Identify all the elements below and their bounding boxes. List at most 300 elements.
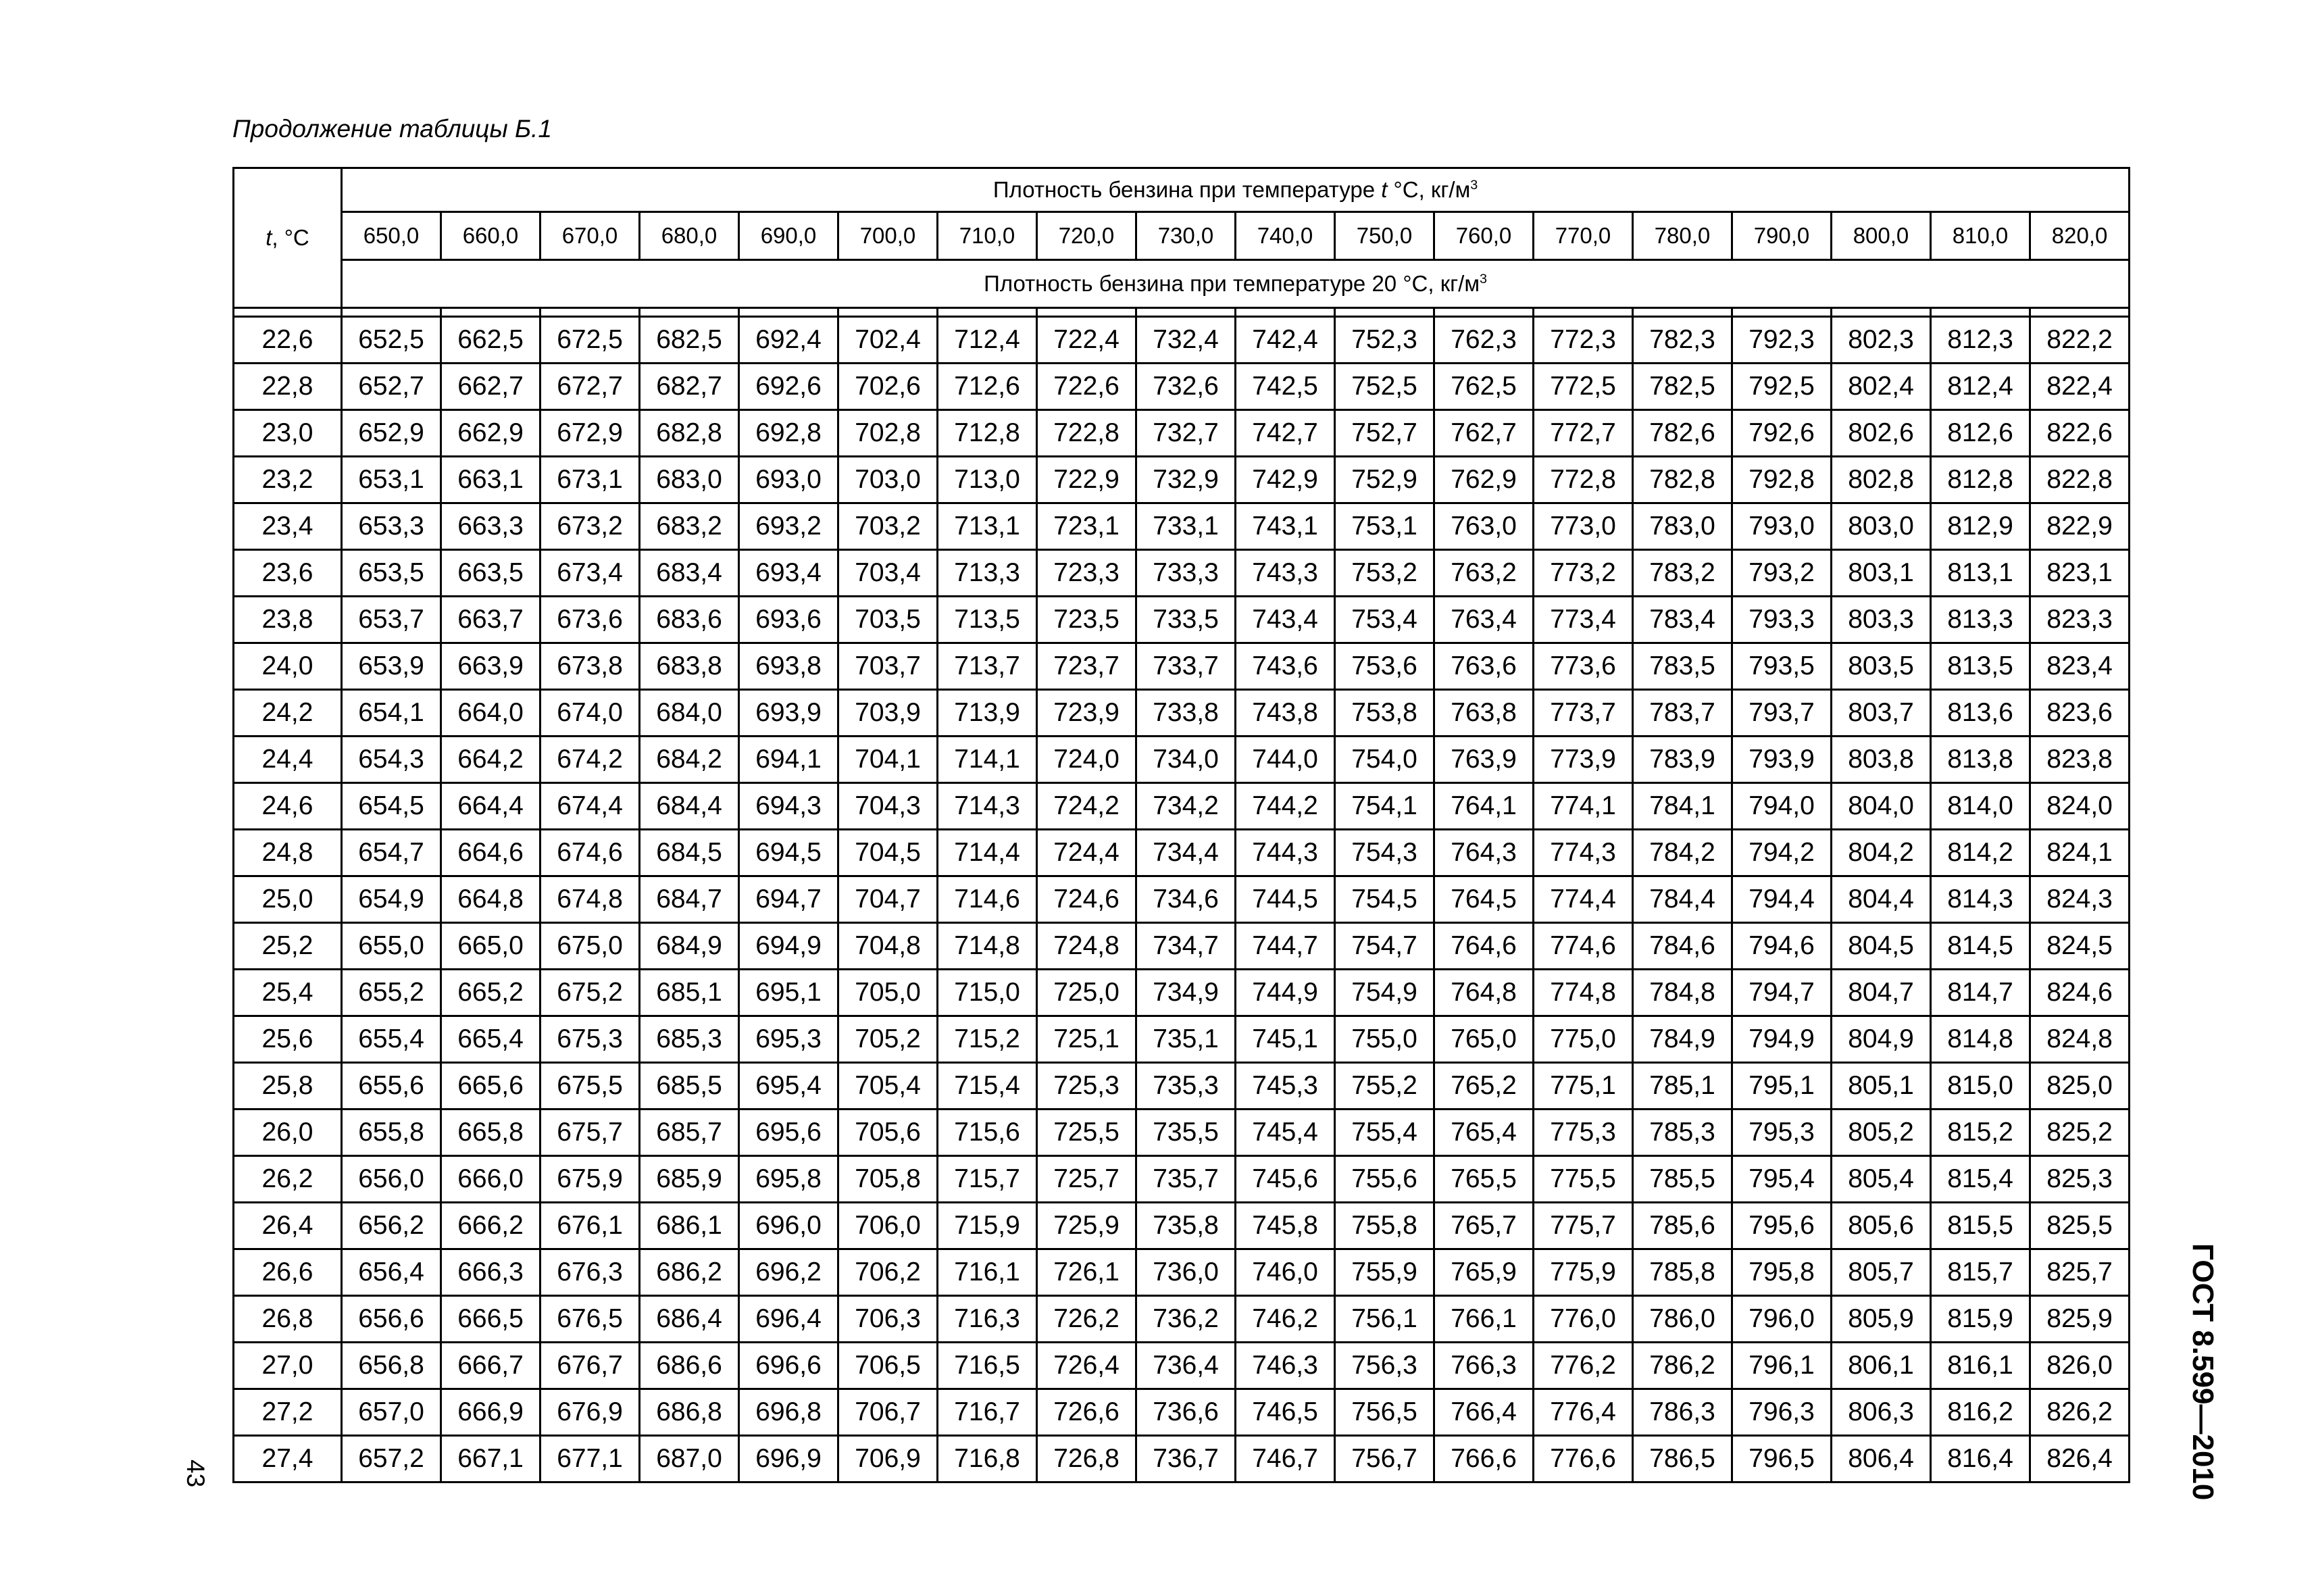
density-cell: 793,7 — [1732, 690, 1832, 737]
density-cell: 734,4 — [1136, 830, 1236, 876]
density-cell: 816,1 — [1931, 1343, 2030, 1389]
density-cell: 656,2 — [342, 1203, 441, 1249]
temperature-cell: 24,0 — [234, 643, 342, 690]
density-cell: 693,9 — [739, 690, 838, 737]
density-cell: 775,7 — [1534, 1203, 1633, 1249]
density-cell: 724,6 — [1037, 876, 1136, 923]
density-cell: 824,6 — [2030, 970, 2130, 1016]
density-cell: 743,3 — [1236, 550, 1335, 597]
gap-cell — [1236, 308, 1335, 317]
density-cell: 812,3 — [1931, 317, 2030, 364]
density-cell: 823,3 — [2030, 597, 2130, 643]
density-cell: 813,8 — [1931, 737, 2030, 783]
table-row — [234, 783, 2130, 830]
density-cell: 703,0 — [838, 457, 938, 503]
density-cell: 805,1 — [1832, 1063, 1931, 1109]
density-cell: 692,4 — [739, 317, 838, 364]
density-cell: 773,2 — [1534, 550, 1633, 597]
density-cell: 675,7 — [540, 1109, 640, 1156]
density-cell: 725,0 — [1037, 970, 1136, 1016]
density-cell: 742,9 — [1236, 457, 1335, 503]
density-cell: 745,3 — [1236, 1063, 1335, 1109]
gap-cell — [640, 308, 739, 317]
density-cell: 756,1 — [1335, 1296, 1434, 1343]
density-cell: 763,8 — [1434, 690, 1534, 737]
density-cell: 766,6 — [1434, 1436, 1534, 1482]
density-cell: 773,6 — [1534, 643, 1633, 690]
density-cell: 724,4 — [1037, 830, 1136, 876]
density-cell: 785,6 — [1633, 1203, 1732, 1249]
density-cell: 713,9 — [938, 690, 1037, 737]
density-cell: 762,7 — [1434, 410, 1534, 457]
density-cell: 755,6 — [1335, 1156, 1434, 1203]
density-cell: 655,0 — [342, 923, 441, 970]
density-at-t-header — [342, 168, 2130, 212]
density-cell: 746,7 — [1236, 1436, 1335, 1482]
density-cell: 666,3 — [441, 1249, 540, 1296]
density-cell: 673,6 — [540, 597, 640, 643]
density-cell: 794,0 — [1732, 783, 1832, 830]
density-cell: 744,9 — [1236, 970, 1335, 1016]
table-row — [234, 1249, 2130, 1296]
density-cell: 675,0 — [540, 923, 640, 970]
density-cell: 723,5 — [1037, 597, 1136, 643]
density-cell: 693,8 — [739, 643, 838, 690]
column-header: 750,0 — [1335, 212, 1434, 260]
density-cell: 822,9 — [2030, 503, 2130, 550]
temperature-cell: 23,4 — [234, 503, 342, 550]
density-cell: 694,9 — [739, 923, 838, 970]
gap-cell — [1136, 308, 1236, 317]
temperature-cell: 26,4 — [234, 1203, 342, 1249]
density-cell: 687,0 — [640, 1436, 739, 1482]
temperature-cell: 23,6 — [234, 550, 342, 597]
gap-cell — [2030, 308, 2130, 317]
table-row — [234, 503, 2130, 550]
density-cell: 683,6 — [640, 597, 739, 643]
density-cell: 774,8 — [1534, 970, 1633, 1016]
density-cell: 733,3 — [1136, 550, 1236, 597]
density-cell: 686,4 — [640, 1296, 739, 1343]
table-row — [234, 923, 2130, 970]
density-cell: 816,4 — [1931, 1436, 2030, 1482]
density-cell: 826,4 — [2030, 1436, 2130, 1482]
column-header: 660,0 — [441, 212, 540, 260]
density-cell: 752,3 — [1335, 317, 1434, 364]
density-cell: 822,4 — [2030, 364, 2130, 410]
density-cell: 714,3 — [938, 783, 1037, 830]
density-cell: 656,0 — [342, 1156, 441, 1203]
density-cell: 674,4 — [540, 783, 640, 830]
density-cell: 663,5 — [441, 550, 540, 597]
density-cell: 746,5 — [1236, 1389, 1335, 1436]
density-cell: 677,1 — [540, 1436, 640, 1482]
table-row — [234, 830, 2130, 876]
density-cell: 813,6 — [1931, 690, 2030, 737]
column-header: 740,0 — [1236, 212, 1335, 260]
gap-cell — [838, 308, 938, 317]
column-header: 820,0 — [2030, 212, 2130, 260]
density-cell: 804,5 — [1832, 923, 1931, 970]
gap-cell — [938, 308, 1037, 317]
density-cell: 824,1 — [2030, 830, 2130, 876]
density-cell: 755,9 — [1335, 1249, 1434, 1296]
density-cell: 666,0 — [441, 1156, 540, 1203]
table-row — [234, 1436, 2130, 1482]
density-cell: 714,4 — [938, 830, 1037, 876]
column-header: 810,0 — [1931, 212, 2030, 260]
column-header: 710,0 — [938, 212, 1037, 260]
table-row — [234, 737, 2130, 783]
density-cell: 654,1 — [342, 690, 441, 737]
density-cell: 713,5 — [938, 597, 1037, 643]
density-at-t-var: t — [1381, 177, 1388, 202]
density-cell: 663,7 — [441, 597, 540, 643]
temperature-cell: 22,6 — [234, 317, 342, 364]
density-cell: 742,4 — [1236, 317, 1335, 364]
density-cell: 795,1 — [1732, 1063, 1832, 1109]
density-cell: 725,7 — [1037, 1156, 1136, 1203]
density-cell: 676,5 — [540, 1296, 640, 1343]
density-cell: 752,7 — [1335, 410, 1434, 457]
table-row — [234, 550, 2130, 597]
density-cell: 712,6 — [938, 364, 1037, 410]
density-cell: 666,5 — [441, 1296, 540, 1343]
density-cell: 813,5 — [1931, 643, 2030, 690]
temperature-cell: 27,0 — [234, 1343, 342, 1389]
density-cell: 695,1 — [739, 970, 838, 1016]
density-cell: 675,5 — [540, 1063, 640, 1109]
density-cell: 705,4 — [838, 1063, 938, 1109]
density-cell: 655,4 — [342, 1016, 441, 1063]
density-cell: 792,5 — [1732, 364, 1832, 410]
density-cell: 822,6 — [2030, 410, 2130, 457]
density-cell: 654,3 — [342, 737, 441, 783]
density-cell: 763,4 — [1434, 597, 1534, 643]
density-cell: 756,7 — [1335, 1436, 1434, 1482]
density-cell: 784,6 — [1633, 923, 1732, 970]
density-cell: 785,5 — [1633, 1156, 1732, 1203]
density-cell: 743,4 — [1236, 597, 1335, 643]
density-cell: 703,9 — [838, 690, 938, 737]
density-cell: 674,8 — [540, 876, 640, 923]
density-cell: 796,0 — [1732, 1296, 1832, 1343]
density-cell: 793,9 — [1732, 737, 1832, 783]
density-cell: 796,3 — [1732, 1389, 1832, 1436]
density-cell: 795,6 — [1732, 1203, 1832, 1249]
density-cell: 806,4 — [1832, 1436, 1931, 1482]
density-cell: 784,8 — [1633, 970, 1732, 1016]
density-cell: 686,8 — [640, 1389, 739, 1436]
density-cell: 735,8 — [1136, 1203, 1236, 1249]
density-cell: 714,1 — [938, 737, 1037, 783]
page-number: 43 — [182, 1460, 209, 1488]
gap-cell — [739, 308, 838, 317]
density-cell: 654,7 — [342, 830, 441, 876]
density-cell: 713,1 — [938, 503, 1037, 550]
density-cell: 703,2 — [838, 503, 938, 550]
density-cell: 804,7 — [1832, 970, 1931, 1016]
density-cell: 686,6 — [640, 1343, 739, 1389]
density-cell: 705,6 — [838, 1109, 938, 1156]
density-cell: 805,7 — [1832, 1249, 1931, 1296]
density-cell: 796,1 — [1732, 1343, 1832, 1389]
density-cell: 662,7 — [441, 364, 540, 410]
density-cell: 742,5 — [1236, 364, 1335, 410]
density-cell: 774,4 — [1534, 876, 1633, 923]
temperature-cell: 23,2 — [234, 457, 342, 503]
density-cell: 804,2 — [1832, 830, 1931, 876]
density-cell: 754,0 — [1335, 737, 1434, 783]
density-cell: 812,8 — [1931, 457, 2030, 503]
density-cell: 784,9 — [1633, 1016, 1732, 1063]
density-cell: 735,1 — [1136, 1016, 1236, 1063]
density-cell: 776,0 — [1534, 1296, 1633, 1343]
density-cell: 726,8 — [1037, 1436, 1136, 1482]
density-cell: 743,6 — [1236, 643, 1335, 690]
temperature-cell: 26,0 — [234, 1109, 342, 1156]
density-cell: 675,2 — [540, 970, 640, 1016]
density-cell: 744,7 — [1236, 923, 1335, 970]
density-cell: 674,6 — [540, 830, 640, 876]
column-header: 680,0 — [640, 212, 739, 260]
density-cell: 736,6 — [1136, 1389, 1236, 1436]
density-cell: 693,6 — [739, 597, 838, 643]
temperature-cell: 27,2 — [234, 1389, 342, 1436]
density-cell: 825,3 — [2030, 1156, 2130, 1203]
cube-superscript: 3 — [1470, 178, 1478, 193]
density-cell: 803,8 — [1832, 737, 1931, 783]
density-cell: 786,0 — [1633, 1296, 1732, 1343]
density-cell: 783,0 — [1633, 503, 1732, 550]
density-cell: 745,4 — [1236, 1109, 1335, 1156]
density-cell: 713,7 — [938, 643, 1037, 690]
column-header: 650,0 — [342, 212, 441, 260]
density-cell: 752,5 — [1335, 364, 1434, 410]
density-cell: 752,9 — [1335, 457, 1434, 503]
density-cell: 754,5 — [1335, 876, 1434, 923]
gap-cell — [1732, 308, 1832, 317]
density-cell: 685,3 — [640, 1016, 739, 1063]
density-cell: 684,0 — [640, 690, 739, 737]
temperature-cell: 25,2 — [234, 923, 342, 970]
density-cell: 782,5 — [1633, 364, 1732, 410]
density-cell: 825,2 — [2030, 1109, 2130, 1156]
density-cell: 785,8 — [1633, 1249, 1732, 1296]
density-cell: 786,5 — [1633, 1436, 1732, 1482]
density-cell: 774,1 — [1534, 783, 1633, 830]
density-cell: 674,0 — [540, 690, 640, 737]
column-header: 760,0 — [1434, 212, 1534, 260]
density-cell: 665,0 — [441, 923, 540, 970]
density-cell: 673,1 — [540, 457, 640, 503]
density-cell: 744,3 — [1236, 830, 1335, 876]
temperature-cell: 24,2 — [234, 690, 342, 737]
density-cell: 663,3 — [441, 503, 540, 550]
density-cell: 813,3 — [1931, 597, 2030, 643]
density-cell: 683,8 — [640, 643, 739, 690]
density-cell: 734,9 — [1136, 970, 1236, 1016]
density-cell: 763,6 — [1434, 643, 1534, 690]
density-cell: 745,1 — [1236, 1016, 1335, 1063]
density-cell: 655,8 — [342, 1109, 441, 1156]
table-row — [234, 1063, 2130, 1109]
density-cell: 685,5 — [640, 1063, 739, 1109]
density-cell: 794,7 — [1732, 970, 1832, 1016]
density-cell: 774,3 — [1534, 830, 1633, 876]
density-cell: 746,3 — [1236, 1343, 1335, 1389]
density-cell: 715,6 — [938, 1109, 1037, 1156]
density-cell: 734,7 — [1136, 923, 1236, 970]
density-cell: 683,0 — [640, 457, 739, 503]
density-cell: 656,6 — [342, 1296, 441, 1343]
table-row — [234, 410, 2130, 457]
density-cell: 794,4 — [1732, 876, 1832, 923]
density-cell: 794,6 — [1732, 923, 1832, 970]
density-cell: 826,2 — [2030, 1389, 2130, 1436]
density-cell: 713,0 — [938, 457, 1037, 503]
density-cell: 775,3 — [1534, 1109, 1633, 1156]
density-cell: 664,8 — [441, 876, 540, 923]
density-cell: 823,6 — [2030, 690, 2130, 737]
density-cell: 704,7 — [838, 876, 938, 923]
density-cell: 744,2 — [1236, 783, 1335, 830]
density-cell: 732,9 — [1136, 457, 1236, 503]
density-cell: 753,2 — [1335, 550, 1434, 597]
density-cell: 766,4 — [1434, 1389, 1534, 1436]
column-header: 670,0 — [540, 212, 640, 260]
density-cell: 772,3 — [1534, 317, 1633, 364]
t-unit: , °C — [272, 225, 309, 250]
density-cell: 773,0 — [1534, 503, 1633, 550]
density-cell: 762,9 — [1434, 457, 1534, 503]
density-at-20-text: Плотность бензина при температуре 20 °С, кг/м — [984, 271, 1480, 296]
density-cell: 716,8 — [938, 1436, 1037, 1482]
density-cell: 762,3 — [1434, 317, 1534, 364]
density-cell: 792,8 — [1732, 457, 1832, 503]
standard-code: ГОСТ 8.599—2010 — [2186, 1243, 2219, 1501]
table-row — [234, 597, 2130, 643]
density-cell: 665,6 — [441, 1063, 540, 1109]
density-cell: 815,0 — [1931, 1063, 2030, 1109]
density-cell: 766,1 — [1434, 1296, 1534, 1343]
temperature-cell: 26,2 — [234, 1156, 342, 1203]
density-cell: 765,9 — [1434, 1249, 1534, 1296]
density-cell: 682,7 — [640, 364, 739, 410]
density-cell: 775,1 — [1534, 1063, 1633, 1109]
density-cell: 754,9 — [1335, 970, 1434, 1016]
density-cell: 815,2 — [1931, 1109, 2030, 1156]
density-cell: 685,9 — [640, 1156, 739, 1203]
density-cell: 692,6 — [739, 364, 838, 410]
column-header: 800,0 — [1832, 212, 1931, 260]
density-cell: 673,4 — [540, 550, 640, 597]
density-cell: 823,8 — [2030, 737, 2130, 783]
density-cell: 755,0 — [1335, 1016, 1434, 1063]
density-cell: 764,5 — [1434, 876, 1534, 923]
density-cell: 792,6 — [1732, 410, 1832, 457]
density-cell: 794,2 — [1732, 830, 1832, 876]
density-cell: 802,8 — [1832, 457, 1931, 503]
density-cell: 783,2 — [1633, 550, 1732, 597]
density-cell: 694,1 — [739, 737, 838, 783]
gap-cell — [1037, 308, 1136, 317]
density-cell: 656,8 — [342, 1343, 441, 1389]
density-cell: 823,4 — [2030, 643, 2130, 690]
density-cell: 663,9 — [441, 643, 540, 690]
density-cell: 805,4 — [1832, 1156, 1931, 1203]
density-cell: 696,2 — [739, 1249, 838, 1296]
density-cell: 665,4 — [441, 1016, 540, 1063]
density-cell: 744,5 — [1236, 876, 1335, 923]
table-row — [234, 364, 2130, 410]
density-cell: 726,6 — [1037, 1389, 1136, 1436]
density-table-container — [232, 167, 2115, 1483]
density-at-20-header — [342, 260, 2130, 308]
density-cell: 696,9 — [739, 1436, 838, 1482]
density-cell: 685,1 — [640, 970, 739, 1016]
density-cell: 704,8 — [838, 923, 938, 970]
density-cell: 724,8 — [1037, 923, 1136, 970]
temperature-cell: 23,8 — [234, 597, 342, 643]
table-caption: Продолжение таблицы Б.1 — [232, 115, 552, 143]
density-cell: 793,2 — [1732, 550, 1832, 597]
density-cell: 782,6 — [1633, 410, 1732, 457]
column-header: 730,0 — [1136, 212, 1236, 260]
density-cell: 735,7 — [1136, 1156, 1236, 1203]
density-cell: 803,7 — [1832, 690, 1931, 737]
density-cell: 784,1 — [1633, 783, 1732, 830]
density-cell: 706,7 — [838, 1389, 938, 1436]
density-cell: 696,0 — [739, 1203, 838, 1249]
density-cell: 733,1 — [1136, 503, 1236, 550]
density-cell: 664,0 — [441, 690, 540, 737]
density-cell: 815,7 — [1931, 1249, 2030, 1296]
density-cell: 695,3 — [739, 1016, 838, 1063]
density-cell: 672,5 — [540, 317, 640, 364]
density-cell: 667,1 — [441, 1436, 540, 1482]
table-row — [234, 876, 2130, 923]
density-cell: 733,7 — [1136, 643, 1236, 690]
gap-cell — [1534, 308, 1633, 317]
gap-cell — [1633, 308, 1732, 317]
density-cell: 783,5 — [1633, 643, 1732, 690]
density-cell: 706,0 — [838, 1203, 938, 1249]
density-cell: 792,3 — [1732, 317, 1832, 364]
table-row — [234, 457, 2130, 503]
density-cell: 824,3 — [2030, 876, 2130, 923]
density-cell: 732,7 — [1136, 410, 1236, 457]
gap-cell — [441, 308, 540, 317]
density-cell: 653,5 — [342, 550, 441, 597]
density-cell: 784,2 — [1633, 830, 1732, 876]
temperature-cell: 24,6 — [234, 783, 342, 830]
density-cell: 816,2 — [1931, 1389, 2030, 1436]
density-cell: 763,2 — [1434, 550, 1534, 597]
density-cell: 696,8 — [739, 1389, 838, 1436]
column-header: 790,0 — [1732, 212, 1832, 260]
density-cell: 653,1 — [342, 457, 441, 503]
temperature-cell: 25,6 — [234, 1016, 342, 1063]
density-cell: 724,0 — [1037, 737, 1136, 783]
density-cell: 812,9 — [1931, 503, 2030, 550]
density-cell: 706,9 — [838, 1436, 938, 1482]
density-cell: 722,4 — [1037, 317, 1136, 364]
density-cell: 754,7 — [1335, 923, 1434, 970]
density-cell: 686,1 — [640, 1203, 739, 1249]
density-cell: 702,8 — [838, 410, 938, 457]
density-cell: 785,1 — [1633, 1063, 1732, 1109]
